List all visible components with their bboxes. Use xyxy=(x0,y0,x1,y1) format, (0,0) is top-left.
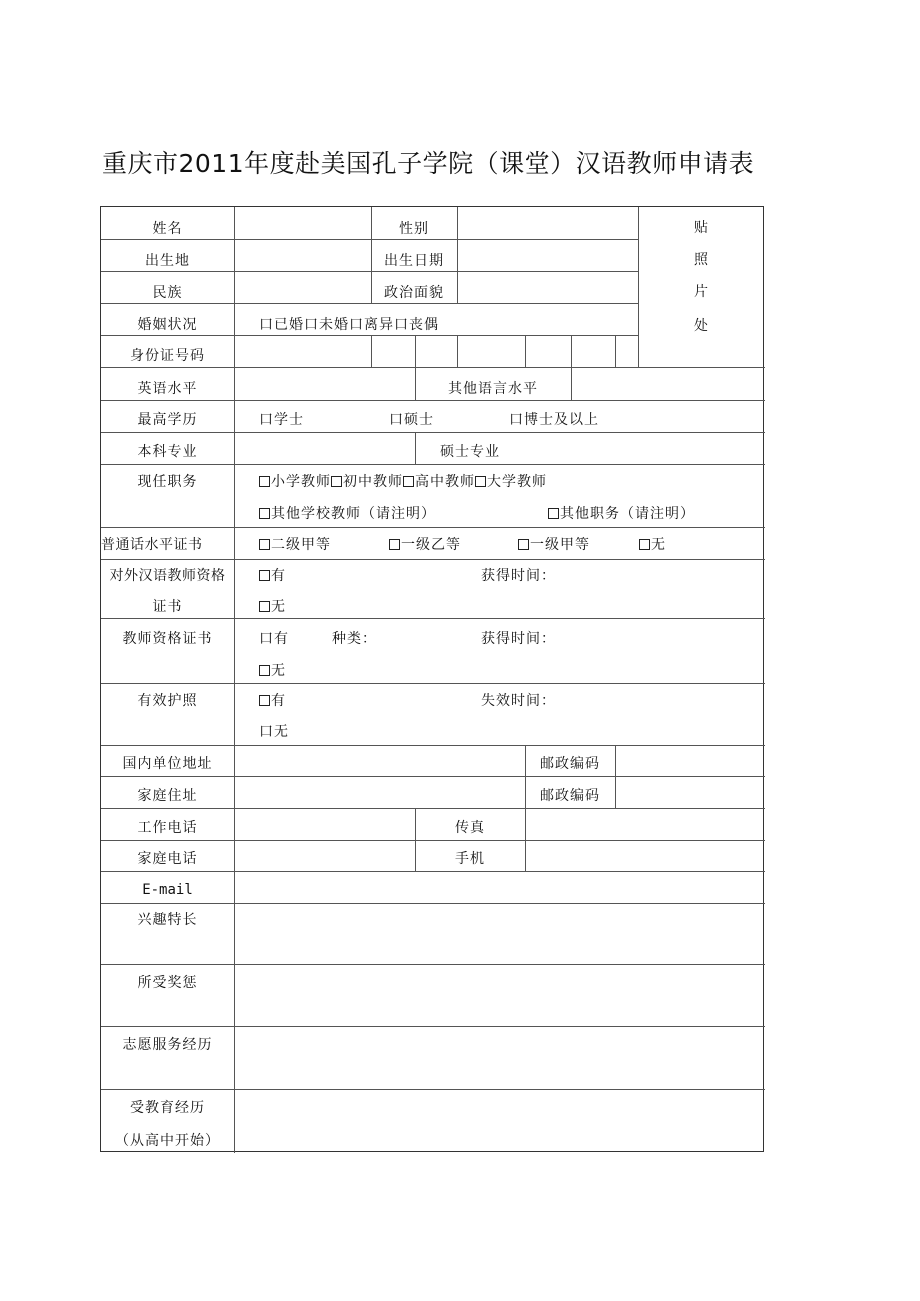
row-line xyxy=(101,432,765,433)
col-line xyxy=(571,335,572,367)
tcfl-obtained-label: 获得时间： xyxy=(481,568,556,584)
row-line xyxy=(101,271,638,272)
other-lang-label: 其他语言水平 xyxy=(448,381,538,397)
checkbox-icon[interactable] xyxy=(259,695,270,706)
row-line xyxy=(101,335,638,336)
ethnicity-label: 民族 xyxy=(152,285,183,301)
political-label: 政治面貌 xyxy=(384,285,444,301)
tcfl-cert-label-2: 证书 xyxy=(152,599,183,615)
tcfl-no-option[interactable]: 无 xyxy=(259,598,286,616)
col-line xyxy=(571,367,572,400)
checkbox-icon[interactable] xyxy=(548,508,559,519)
teacher-cert-yes-option[interactable]: 口有 xyxy=(259,631,289,647)
checkbox-icon[interactable] xyxy=(389,539,400,550)
passport-expiry-label: 失效时间： xyxy=(481,693,556,709)
undergrad-major-label: 本科专业 xyxy=(137,444,198,460)
checkbox-icon[interactable] xyxy=(259,570,270,581)
row-line xyxy=(101,303,638,304)
job-junior-option[interactable]: 初中教师 xyxy=(331,473,403,491)
volunteer-label: 志愿服务经历 xyxy=(122,1037,213,1053)
email-label: E-mail xyxy=(142,882,193,898)
application-form xyxy=(100,206,764,1152)
checkbox-icon[interactable] xyxy=(639,539,650,550)
teacher-cert-no-option[interactable]: 无 xyxy=(259,662,286,680)
col-line xyxy=(525,335,526,367)
row-line xyxy=(101,745,765,746)
row-line xyxy=(101,464,765,465)
job-options-row xyxy=(259,473,547,491)
job-senior-option[interactable]: 高中教师 xyxy=(403,473,475,491)
id-number-label: 身份证号码 xyxy=(130,348,205,364)
teacher-cert-label: 教师资格证书 xyxy=(122,631,213,647)
education-master[interactable]: 口硕士 xyxy=(389,412,434,428)
home-postcode-label: 邮政编码 xyxy=(540,788,600,804)
passport-no-option[interactable]: 口无 xyxy=(259,724,289,740)
birthplace-label: 出生地 xyxy=(145,253,190,269)
hobbies-label: 兴趣特长 xyxy=(137,912,198,928)
col-line xyxy=(371,335,372,367)
row-line xyxy=(101,683,765,684)
checkbox-icon[interactable] xyxy=(259,601,270,612)
photo-label-3: 片 xyxy=(694,284,709,300)
education-label: 最高学历 xyxy=(137,412,198,428)
checkbox-icon[interactable] xyxy=(259,508,270,519)
row-line xyxy=(101,1089,765,1090)
col-line xyxy=(234,207,235,1153)
home-phone-label: 家庭电话 xyxy=(137,851,198,867)
passport-label: 有效护照 xyxy=(137,693,198,709)
putonghua-label: 普通话水平证书 xyxy=(101,537,203,553)
photo-label-1: 贴 xyxy=(694,220,709,236)
home-address-label: 家庭住址 xyxy=(137,788,198,804)
col-line xyxy=(525,808,526,871)
english-label: 英语水平 xyxy=(137,381,198,397)
tcfl-yes-option[interactable]: 有 xyxy=(259,567,286,585)
checkbox-icon[interactable] xyxy=(518,539,529,550)
gender-label: 性别 xyxy=(399,221,429,237)
awards-label: 所受奖惩 xyxy=(137,975,198,991)
checkbox-icon[interactable] xyxy=(259,539,270,550)
col-line xyxy=(615,745,616,808)
teacher-cert-obtained-label: 获得时间： xyxy=(481,631,556,647)
mobile-label: 手机 xyxy=(455,851,485,867)
checkbox-icon[interactable] xyxy=(331,476,342,487)
putonghua-none-option[interactable]: 无 xyxy=(639,536,666,554)
name-label: 姓名 xyxy=(152,221,183,237)
form-title: 重庆市2011年度赴美国孔子学院（课堂）汉语教师申请表 xyxy=(102,149,755,178)
passport-yes-option[interactable]: 有 xyxy=(259,692,286,710)
job-other-option[interactable]: 其他职务（请注明） xyxy=(548,505,695,523)
row-line xyxy=(101,1026,765,1027)
education-bachelor[interactable]: 口学士 xyxy=(259,412,304,428)
marital-options[interactable]: 口已婚口未婚口离异口丧偶 xyxy=(259,317,439,333)
birthdate-label: 出生日期 xyxy=(384,253,444,269)
fax-label: 传真 xyxy=(455,820,485,836)
row-line xyxy=(101,808,765,809)
work-address-label: 国内单位地址 xyxy=(122,756,213,772)
putonghua-2a-option[interactable]: 二级甲等 xyxy=(259,536,331,554)
checkbox-icon[interactable] xyxy=(475,476,486,487)
job-university-option[interactable]: 大学教师 xyxy=(475,473,547,491)
edu-history-label-1: 受教育经历 xyxy=(130,1100,205,1116)
work-postcode-label: 邮政编码 xyxy=(540,756,600,772)
row-line xyxy=(101,400,765,401)
checkbox-icon[interactable] xyxy=(403,476,414,487)
row-line xyxy=(101,239,638,240)
master-major-label: 硕士专业 xyxy=(440,444,500,460)
current-job-label: 现任职务 xyxy=(137,474,198,490)
photo-label-4: 处 xyxy=(694,318,709,334)
putonghua-1b-option[interactable]: 一级乙等 xyxy=(389,536,461,554)
putonghua-1a-option[interactable]: 一级甲等 xyxy=(518,536,590,554)
job-other-school-option[interactable]: 其他学校教师（请注明） xyxy=(259,505,436,523)
teacher-cert-category-label: 种类： xyxy=(332,631,377,647)
col-line xyxy=(457,335,458,367)
marital-label: 婚姻状况 xyxy=(137,317,198,333)
checkbox-icon[interactable] xyxy=(259,665,270,676)
work-phone-label: 工作电话 xyxy=(137,820,198,836)
row-line xyxy=(101,840,765,841)
photo-label-2: 照 xyxy=(694,252,709,268)
checkbox-icon[interactable] xyxy=(259,476,270,487)
col-line xyxy=(415,335,416,367)
col-line xyxy=(615,335,616,367)
edu-history-label-2: （从高中开始） xyxy=(115,1133,220,1149)
row-line xyxy=(101,776,765,777)
tcfl-cert-label-1: 对外汉语教师资格 xyxy=(109,568,226,584)
row-line xyxy=(101,618,765,619)
row-line xyxy=(101,367,765,368)
row-line xyxy=(101,527,765,528)
row-line xyxy=(101,964,765,965)
col-line xyxy=(457,207,458,303)
row-line xyxy=(101,903,765,904)
education-doctor[interactable]: 口博士及以上 xyxy=(509,412,599,428)
row-line xyxy=(101,559,765,560)
row-line xyxy=(101,871,765,872)
job-primary-option[interactable]: 小学教师 xyxy=(259,473,331,491)
